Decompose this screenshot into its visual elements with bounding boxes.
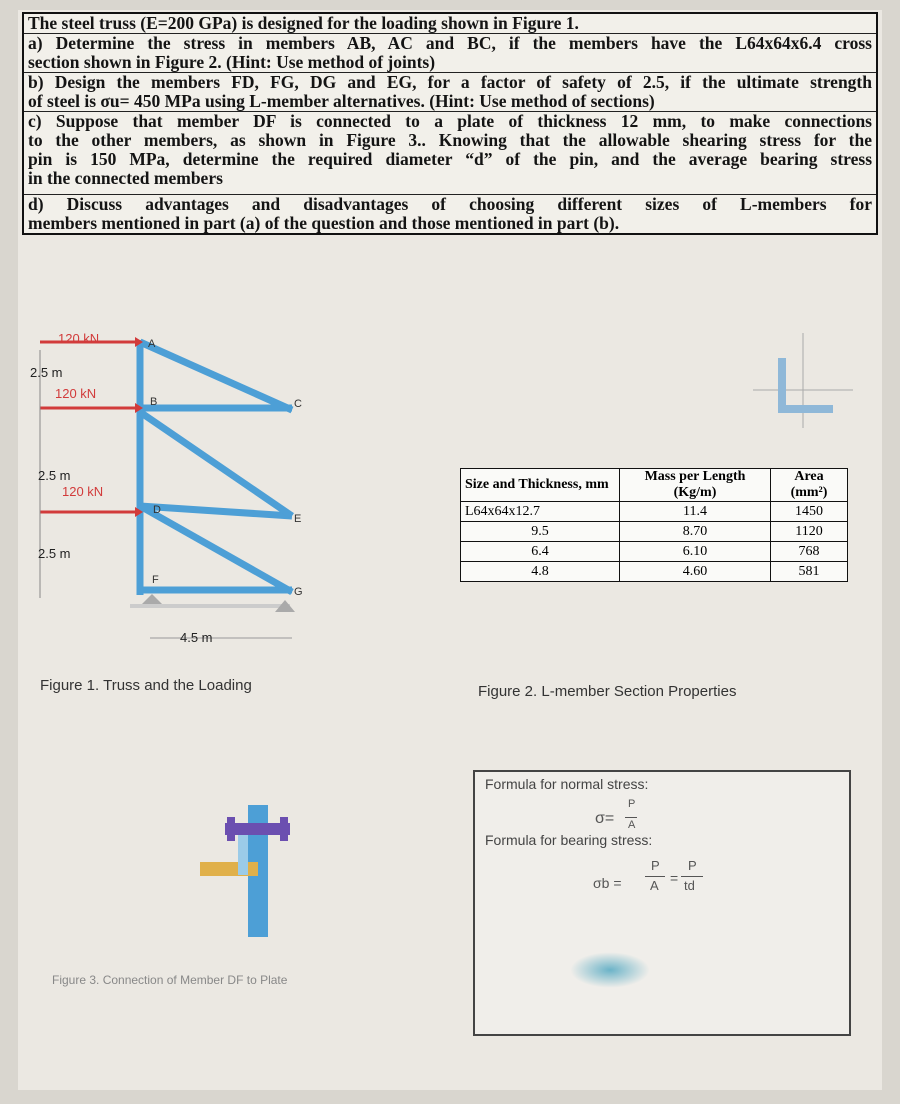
normal-stress-numerator: P xyxy=(628,798,636,810)
bearing-denominator-1: A xyxy=(650,878,659,893)
normal-stress-title: Formula for normal stress: xyxy=(485,776,649,792)
member-dg xyxy=(140,506,292,592)
header-area: Area (mm²) xyxy=(771,469,848,502)
figure1-caption: Figure 1. Truss and the Loading xyxy=(40,677,252,694)
part-a-line-2: section shown in Figure 2. (Hint: Use method of joints) xyxy=(28,53,436,72)
cell-size: 4.8 xyxy=(461,562,620,582)
cell-mass: 8.70 xyxy=(620,522,771,542)
cell-mass: 11.4 xyxy=(620,502,771,522)
fraction-bar xyxy=(625,817,637,818)
member-df xyxy=(200,862,258,876)
part-b-line-1: b) Design the members FD, FG, DG and EG, for a factor of safety of 2.5, if the ultimate strength xyxy=(24,72,876,92)
member-ce xyxy=(140,412,292,516)
cell-size: 9.5 xyxy=(461,522,620,542)
table-row xyxy=(461,502,848,522)
table-row xyxy=(461,562,848,582)
fraction-bar xyxy=(645,876,665,877)
bearing-denominator-2: td xyxy=(684,878,695,893)
node-a: A xyxy=(148,338,156,350)
load-label-b: 120 kN xyxy=(55,386,97,401)
height-label-1: 2.5 m xyxy=(30,365,63,380)
node-b: B xyxy=(150,396,158,408)
bearing-stress-lhs: σb = xyxy=(593,875,622,891)
figure3-caption: Figure 3. Connection of Member DF to Plate xyxy=(52,973,288,987)
header-mass: Mass per Length (Kg/m) xyxy=(620,469,771,502)
header-size: Size and Thickness, mm xyxy=(461,469,620,502)
ground-line xyxy=(130,604,290,608)
load-label-d: 120 kN xyxy=(62,484,104,499)
part-c-line-4: in the connected members xyxy=(28,169,223,188)
cell-mass: 6.10 xyxy=(620,542,771,562)
node-c: C xyxy=(294,398,302,410)
cell-size: 6.4 xyxy=(461,542,620,562)
table-header-row xyxy=(461,469,848,502)
bearing-numerator-2: P xyxy=(688,858,697,873)
part-c-line-2: to the other members, as shown in Figure 3.. Knowing that the allowable shearing stress for the xyxy=(28,131,872,150)
pin-head-right xyxy=(280,817,288,841)
cell-area: 1120 xyxy=(771,522,848,542)
bearing-equals: = xyxy=(670,870,679,886)
member-de xyxy=(140,506,292,516)
connection-figure xyxy=(160,800,320,940)
part-b-line-2: of steel is σu= 450 MPa using L-member alternatives. (Hint: Use method of sections) xyxy=(28,92,655,111)
table-row xyxy=(461,522,848,542)
question-intro: The steel truss (E=200 GPa) is designed for the loading shown in Figure 1. xyxy=(28,14,579,33)
question-box xyxy=(22,12,878,235)
load-label-a: 120 kN xyxy=(58,331,100,346)
height-label-3: 2.5 m xyxy=(38,546,71,561)
l-section-sketch xyxy=(748,328,858,438)
node-e: E xyxy=(294,513,302,525)
pin-head-left xyxy=(227,817,235,841)
table-row xyxy=(461,542,848,562)
smudge-mark xyxy=(570,952,650,988)
fraction-bar xyxy=(681,876,703,877)
pin-support-f xyxy=(142,594,162,604)
normal-stress-lhs: σ= xyxy=(595,810,615,827)
node-g: G xyxy=(294,586,303,598)
cell-size: L64x64x12.7 xyxy=(461,502,620,522)
part-d-line-1: d) Discuss advantages and disadvantages of choosing different sizes of L-members for xyxy=(24,194,876,214)
figure2-caption: Figure 2. L-member Section Properties xyxy=(478,683,737,700)
bearing-numerator-1: P xyxy=(651,858,660,873)
width-label: 4.5 m xyxy=(180,630,213,645)
cell-area: 1450 xyxy=(771,502,848,522)
node-d: D xyxy=(153,504,161,516)
cell-area: 581 xyxy=(771,562,848,582)
cell-mass: 4.60 xyxy=(620,562,771,582)
member-df-bracket xyxy=(238,835,248,875)
formula-box xyxy=(473,770,851,1036)
part-a-line-1: a) Determine the stress in members AB, AC and BC, if the members have the L64x64x6.4 cross xyxy=(24,33,876,53)
node-f: F xyxy=(152,574,159,586)
angle-leg-horizontal xyxy=(778,405,833,413)
part-d-line-2: members mentioned in part (a) of the question and those mentioned in part (b). xyxy=(28,214,620,233)
normal-stress-denominator: A xyxy=(628,819,636,831)
member-ac xyxy=(140,342,292,410)
section-properties-table xyxy=(460,468,848,582)
height-label-2: 2.5 m xyxy=(38,468,71,483)
part-c-line-1: c) Suppose that member DF is connected to a plate of thickness 12 mm, to make connections xyxy=(24,111,876,131)
angle-leg-vertical xyxy=(778,358,786,413)
part-c-line-3: pin is 150 MPa, determine the required diameter “d” of the pin, and the average bearing stress xyxy=(28,150,872,169)
cell-area: 768 xyxy=(771,542,848,562)
bearing-stress-title: Formula for bearing stress: xyxy=(485,832,653,848)
